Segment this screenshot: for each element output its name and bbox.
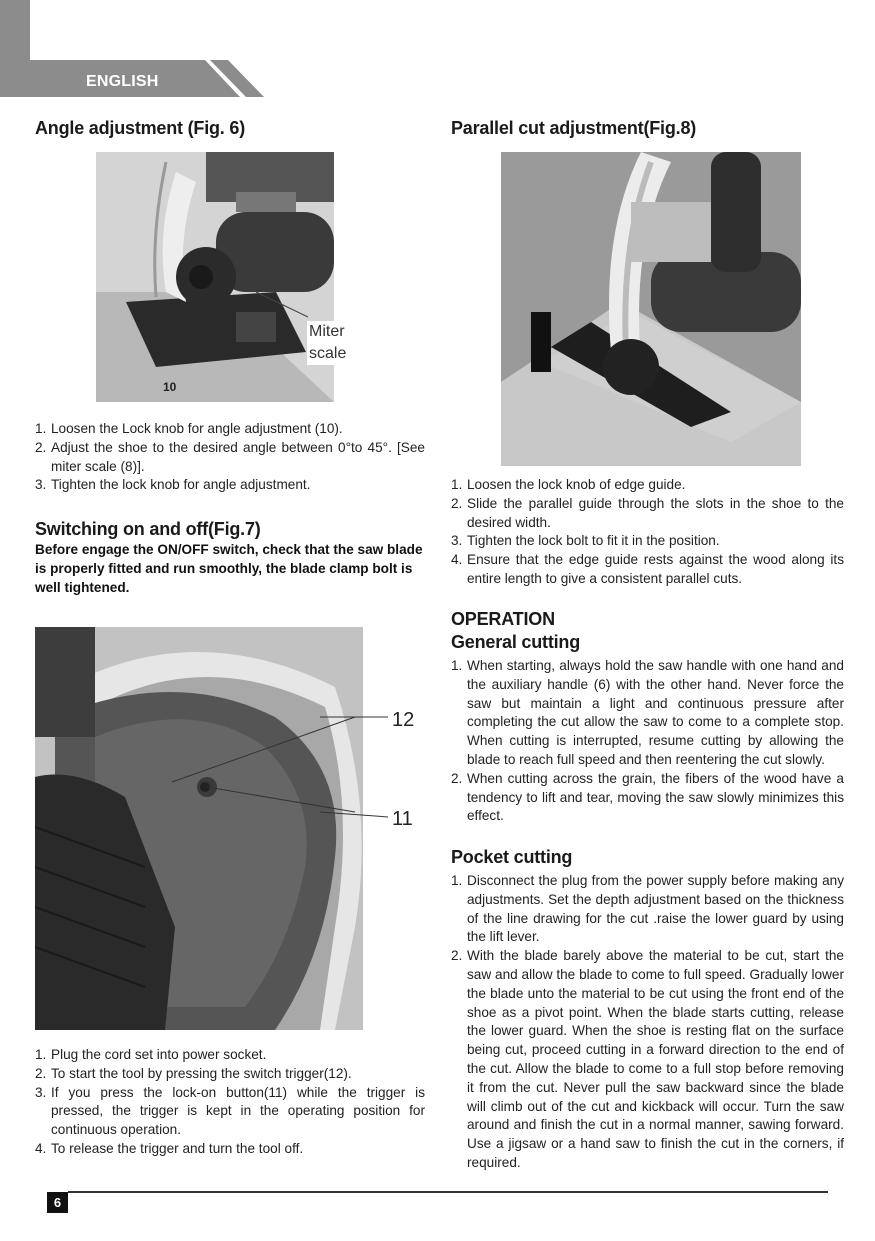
list-item [451, 872, 844, 947]
list-item [35, 1084, 425, 1140]
list-item [451, 770, 844, 826]
list-item-text: If you press the lock-on button(11) while the trigger is pressed, the trigger is kept in the operating position for continuous operation. [51, 1084, 425, 1138]
figure-6-photo [96, 152, 334, 402]
list-item-text: To start the tool by pressing the switch trigger(12). [51, 1065, 352, 1081]
list-item [451, 947, 844, 1173]
miter-label-line1: Miter [309, 323, 345, 340]
list-item [35, 1140, 425, 1159]
list-item [35, 420, 425, 439]
general-cutting-steps [451, 657, 844, 826]
parallel-cut-title: Parallel cut adjustment(Fig.8) [451, 118, 697, 138]
angle-steps [35, 420, 425, 495]
list-item-text: Slide the parallel guide through the slots in the shoe to the desired width. [467, 495, 844, 530]
list-item [451, 551, 844, 589]
list-item-number: 2. [35, 439, 47, 455]
list-item [451, 476, 844, 495]
figure-6-label-10: 10 [163, 380, 177, 394]
pocket-cutting-steps [451, 872, 844, 1173]
miter-scale-label [307, 321, 348, 365]
switching-steps [35, 1046, 425, 1159]
list-item [35, 476, 425, 495]
list-item-text: Disconnect the plug from the power supply before making any adjustments. Set the depth adjustment based on the thickness of the line drawing for the cut .raise the lower guard by using the lift lever. [467, 873, 844, 945]
operation-title: OPERATION [451, 609, 555, 629]
list-item-number: 4. [35, 1140, 47, 1156]
list-item-text: Loosen the lock knob of edge guide. [467, 477, 686, 492]
list-item [35, 1046, 425, 1065]
pocket-cutting-title: Pocket cutting [451, 847, 573, 867]
figure-8-photo [501, 152, 801, 466]
list-item-number: 1. [35, 421, 47, 436]
list-item [35, 439, 425, 477]
list-item-text: Tighten the lock bolt to fit it in the position. [467, 533, 720, 549]
general-cutting-title: General cutting [451, 632, 581, 652]
list-item-number: 3. [35, 477, 47, 493]
list-item-text: With the blade barely above the material to be cut, start the saw and allow the blade to come to full speed. Gradually lower the blade unto the material to be cut using the front end of the shoe as a pivot point. When the blade starts cutting, release the lower guard. When the shoe is resting flat on the surface being cut, proceed cutting in a forward direction to the end of the cut. Allow the blade to come to a full stop before removing it from the cut. Never pull the saw backward since the blade will climb out of the cut and kickback will occur. Turn the saw around and finish the cut in a normal manner, sawing forward. Use a jigsaw or a hand saw to finish the cut in the corners, if required. [467, 948, 844, 1170]
footer-rule [68, 1191, 828, 1193]
callout-leader-lines [320, 700, 390, 830]
list-item [451, 532, 844, 551]
list-item-number: 1. [35, 1047, 47, 1062]
page-number: 6 [47, 1192, 68, 1213]
list-item-number: 2. [451, 770, 463, 786]
switching-title: Switching on and off(Fig.7) [35, 519, 261, 539]
list-item-text: Plug the cord set into power socket. [51, 1047, 267, 1062]
switching-note: Before engage the ON/OFF switch, check that the saw blade is properly fitted and run smoothly, the blade clamp bolt is well tightened. [35, 542, 423, 595]
list-item-number: 1. [451, 873, 463, 888]
angle-adjustment-title: Angle adjustment (Fig. 6) [35, 118, 246, 138]
list-item-number: 3. [451, 533, 463, 549]
figure-7-photo [35, 627, 363, 1030]
list-item [35, 1065, 425, 1084]
list-item-text: Tighten the lock knob for angle adjustment. [51, 477, 311, 493]
miter-label-line2: scale [309, 345, 347, 362]
list-item-number: 4. [451, 552, 463, 568]
list-item-number: 3. [35, 1084, 47, 1100]
list-item-number: 2. [451, 495, 463, 511]
list-item [451, 495, 844, 533]
callout-11: 11 [392, 808, 413, 830]
list-item-number: 1. [451, 658, 463, 673]
parallel-steps [451, 476, 844, 589]
list-item-text: To release the trigger and turn the tool off. [51, 1140, 304, 1156]
list-item-number: 2. [451, 948, 463, 964]
list-item-number: 1. [451, 477, 463, 492]
list-item-text: When starting, always hold the saw handle with one hand and the auxiliary handle (6) with the other hand. Never force the saw but maintain a light and continuous pressure after completing the cut allow the saw to come to a complete stop. When cutting is interrupted, resume cutting by allowing the blade to reach full speed and then reentering the cut slowly. [467, 658, 844, 767]
list-item-text: When cutting across the grain, the fibers of the wood have a tendency to lift and tear, moving the saw slowly minimizes this effect. [467, 770, 844, 824]
list-item-text: Adjust the shoe to the desired angle between 0°to 45°. [See miter scale (8)]. [51, 439, 425, 474]
callout-12: 12 [392, 709, 415, 731]
list-item-text: Ensure that the edge guide rests against the wood along its entire length to give a consistent parallel cuts. [467, 552, 844, 586]
list-item-text: Loosen the Lock knob for angle adjustment (10). [51, 421, 343, 436]
language-label: ENGLISH [86, 73, 159, 90]
list-item-number: 2. [35, 1065, 47, 1081]
list-item [451, 657, 844, 770]
